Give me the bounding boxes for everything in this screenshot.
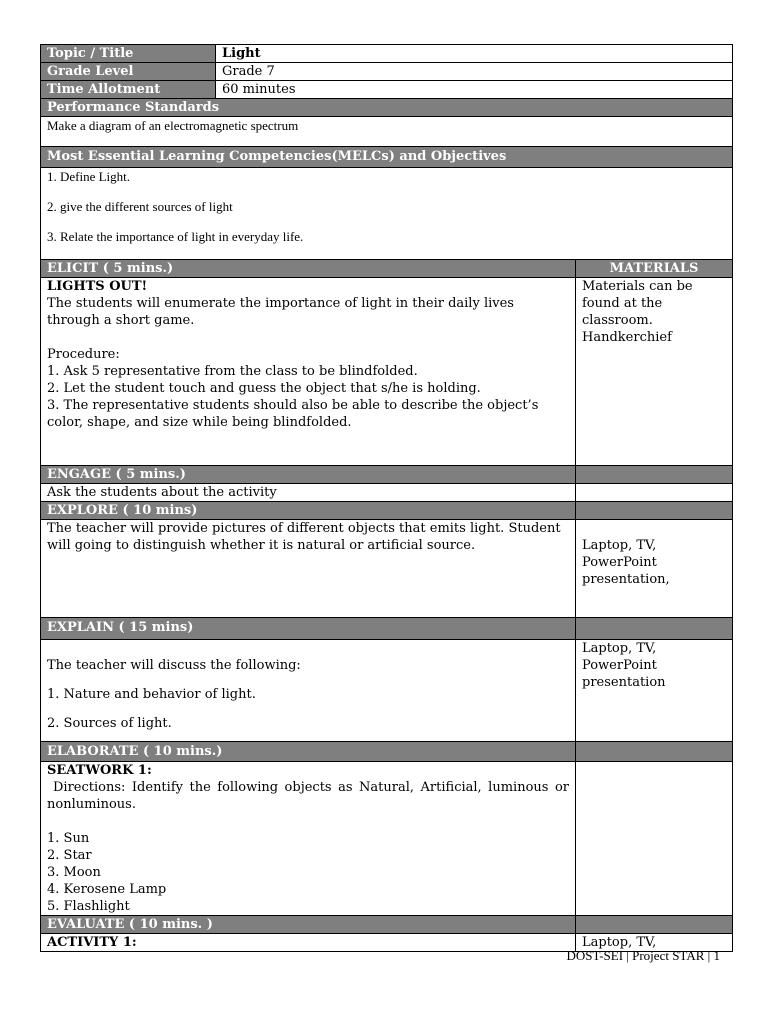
procedure-label: Procedure:	[47, 347, 120, 362]
time-label: Time Allotment	[41, 81, 216, 99]
seatwork-item: 1. Sun	[47, 831, 90, 846]
melc-item: 2. give the different sources of light	[47, 199, 233, 214]
time-value: 60 minutes	[216, 81, 733, 99]
elicit-title: LIGHTS OUT!	[47, 279, 148, 294]
materials-header: MATERIALS	[576, 260, 733, 278]
engage-header: ENGAGE ( 5 mins.)	[41, 466, 576, 484]
lesson-plan	[40, 44, 732, 952]
topic-value: Light	[216, 45, 733, 63]
elicit-intro: The students will enumerate the importance of light in their daily lives through a short game.	[47, 296, 514, 328]
topic-label: Topic / Title	[41, 45, 216, 63]
engage-materials	[576, 484, 733, 502]
grade-row	[41, 63, 733, 81]
explain-content	[41, 640, 576, 742]
explain-item: 1. Nature and behavior of light.	[47, 687, 256, 702]
explain-intro: The teacher will discuss the following:	[47, 658, 301, 673]
elicit-header: ELICIT ( 5 mins.)	[41, 260, 576, 278]
evaluate-header: EVALUATE ( 10 mins. )	[41, 916, 576, 934]
procedure-step: 3. The representative students should also be able to describe the object’s color, shape, and size while being blindfolded.	[47, 398, 539, 430]
elicit-materials: Materials can be found at the classroom. Handkerchief	[576, 278, 733, 466]
topic-row	[41, 45, 733, 63]
grade-value: Grade 7	[216, 63, 733, 81]
time-row	[41, 81, 733, 99]
explore-text: The teacher will provide pictures of different objects that emits light. Student will going to distinguish whether it is natural or artificial source.	[41, 520, 576, 618]
melcs-header: Most Essential Learning Competencies(MELCs) and Objectives	[41, 147, 733, 168]
explain-materials-header	[576, 618, 733, 640]
grade-label: Grade Level	[41, 63, 216, 81]
evaluate-materials: Laptop, TV,	[576, 934, 733, 952]
explore-materials-header	[576, 502, 733, 520]
seatwork-item: 5. Flashlight	[47, 899, 130, 914]
seatwork-title: SEATWORK 1:	[47, 763, 152, 778]
melcs-list	[41, 168, 733, 260]
elaborate-header: ELABORATE ( 10 mins.)	[41, 742, 576, 762]
performance-standards-text: Make a diagram of an electromagnetic spectrum	[41, 117, 733, 147]
procedure-step: 2. Let the student touch and guess the object that s/he is holding.	[47, 381, 481, 396]
melc-item: 3. Relate the importance of light in everyday life.	[47, 229, 304, 244]
performance-standards-header: Performance Standards	[41, 99, 733, 117]
elaborate-materials	[576, 762, 733, 916]
seatwork-item: 2. Star	[47, 848, 92, 863]
explain-item: 2. Sources of light.	[47, 716, 172, 731]
activity-title: ACTIVITY 1:	[41, 934, 576, 952]
engage-materials-header	[576, 466, 733, 484]
evaluate-materials-header	[576, 916, 733, 934]
elaborate-content	[41, 762, 576, 916]
seatwork-item: 4. Kerosene Lamp	[47, 882, 167, 897]
explore-header: EXPLORE ( 10 mins)	[41, 502, 576, 520]
engage-text: Ask the students about the activity	[41, 484, 576, 502]
explain-materials: Laptop, TV, PowerPoint presentation	[576, 640, 733, 742]
explain-header: EXPLAIN ( 15 mins)	[41, 618, 576, 640]
lesson-plan-table	[40, 44, 733, 952]
melc-item: 1. Define Light.	[47, 169, 131, 184]
page-footer: DOST-SEI | Project STAR | 1	[566, 948, 720, 963]
seatwork-item: 3. Moon	[47, 865, 101, 880]
elicit-content	[41, 278, 576, 466]
explore-materials: Laptop, TV, PowerPoint presentation,	[576, 520, 733, 618]
seatwork-directions: Directions: Identify the following objects as Natural, Artificial, luminous or nonluminous.	[47, 780, 569, 812]
procedure-step: 1. Ask 5 representative from the class to be blindfolded.	[47, 364, 418, 379]
elaborate-materials-header	[576, 742, 733, 762]
